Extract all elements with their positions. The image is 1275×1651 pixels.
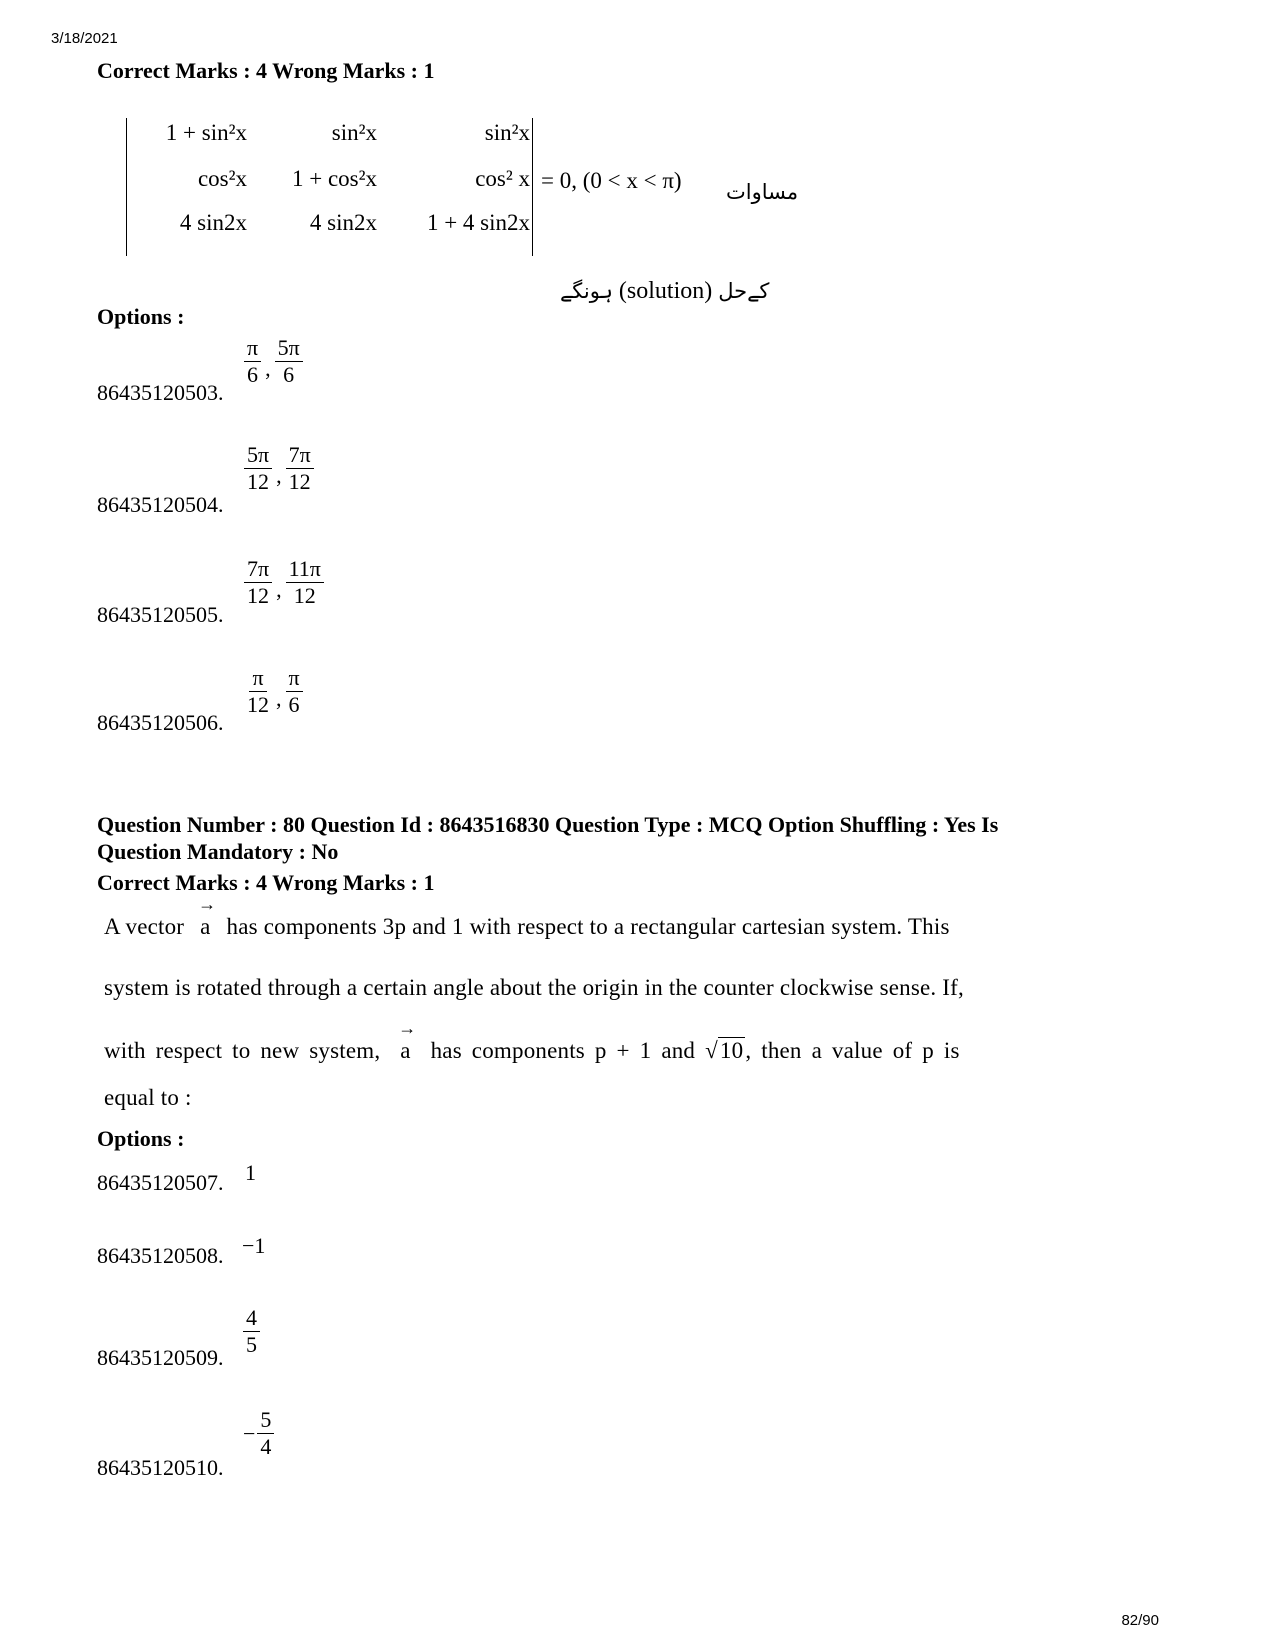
print-date: 3/18/2021	[51, 30, 118, 47]
text: A vector	[104, 914, 185, 939]
frac-den: 6	[283, 362, 295, 387]
matrix-cell: 4 sin2x	[179, 210, 247, 235]
option-value: 1	[245, 1160, 256, 1185]
frac-num: 5π	[275, 335, 303, 362]
minus-sign: −	[243, 1420, 256, 1446]
option-id: 86435120505.	[97, 602, 224, 627]
frac-den: 12	[247, 692, 269, 717]
urdu-solution-line	[560, 278, 769, 305]
q79-marks: Correct Marks : 4 Wrong Marks : 1	[97, 58, 435, 83]
q80-text-line1	[104, 894, 1174, 940]
text: has components p + 1 and	[430, 1038, 696, 1063]
option-id: 86435120504.	[97, 492, 224, 517]
option-value	[243, 1305, 260, 1358]
q80-header	[97, 811, 1177, 865]
option-id: 86435120507.	[97, 1170, 224, 1195]
frac-num: 7π	[286, 442, 314, 469]
text: has components 3p and 1 with respect to a rectangular cartesian system. This	[226, 914, 950, 939]
matrix-cell: cos²x	[197, 166, 247, 191]
matrix-cell: 1 + sin²x	[165, 120, 247, 145]
text: with respect to new system,	[104, 1038, 381, 1063]
matrix-cell: sin²x	[331, 120, 377, 145]
q79-options-label: Options :	[97, 304, 185, 329]
text: , then a value of p is	[745, 1038, 960, 1063]
q80-header-line2: Question Mandatory : No	[97, 839, 339, 864]
frac-num: 4	[243, 1305, 260, 1332]
radicand: 10	[719, 1038, 744, 1063]
frac-num: 11π	[286, 556, 324, 583]
option-value: −1	[242, 1233, 266, 1258]
option-value: $\frac{5\pi}{12}$ , $\frac{7\pi}{12}$	[242, 442, 316, 495]
frac-den: 12	[247, 583, 270, 608]
frac-num: 5	[257, 1407, 274, 1434]
urdu-text: کےحل	[718, 279, 770, 303]
option-id: 86435120509.	[97, 1345, 224, 1370]
frac-num: 7π	[244, 556, 272, 583]
option-id: 86435120503.	[97, 380, 224, 405]
vector-letter: a	[400, 1038, 411, 1063]
option-id: 86435120510.	[97, 1455, 224, 1480]
option-id: 86435120508.	[97, 1243, 224, 1268]
frac-den: 5	[246, 1332, 257, 1357]
matrix-cell: 1 + cos²x	[291, 166, 377, 191]
q80-header-line1: Question Number : 80 Question Id : 8643516830 Question Type : MCQ Option Shuffling : Yes Is	[97, 812, 999, 837]
frac-num: 5π	[244, 442, 272, 469]
q80-text-line2: system is rotated through a certain angle about the origin in the counter clockwise sense. If,	[104, 975, 964, 1000]
page-number: 82/90	[1121, 1612, 1159, 1629]
frac-num: π	[286, 665, 303, 692]
option-value: $\frac{\pi}{12}$ , $\frac{\pi}{6}$	[242, 665, 305, 718]
frac-den: 6	[247, 362, 259, 387]
vector-a: → a	[398, 1018, 417, 1063]
frac-num: π	[244, 335, 261, 362]
equation-condition: = 0, (0 < x < π)	[541, 168, 682, 193]
matrix-cell: 1 + 4 sin2x	[426, 210, 530, 235]
urdu-text: ہونگے	[560, 279, 613, 303]
frac-den: 12	[288, 469, 311, 494]
matrix-cell: sin²x	[484, 120, 530, 145]
urdu-equals-text: مساوات	[726, 180, 799, 204]
option-value: $\frac{\pi}{6}$ , $\frac{5\pi}{6}$	[242, 335, 305, 388]
frac-den: 12	[293, 583, 316, 608]
q80-options-label: Options :	[97, 1126, 185, 1151]
determinant	[126, 118, 533, 256]
frac-num: π	[249, 665, 266, 692]
option-id: 86435120506.	[97, 710, 224, 735]
q80-marks: Correct Marks : 4 Wrong Marks : 1	[97, 870, 435, 895]
option-value: $\frac{7\pi}{12}$ , $\frac{11\pi}{12}$	[242, 556, 326, 609]
solution-word: (solution)	[618, 278, 713, 304]
q80-text-line3	[104, 1018, 1174, 1064]
vector-letter: a	[200, 914, 211, 939]
sqrt-expression: √10	[705, 1038, 744, 1063]
matrix-cell: cos² x	[475, 166, 530, 191]
frac-den: 6	[288, 692, 300, 717]
q80-text-line4: equal to :	[104, 1085, 192, 1110]
matrix-cell: 4 sin2x	[309, 210, 377, 235]
option-value	[243, 1407, 276, 1460]
vector-a: → a	[198, 894, 217, 939]
frac-den: 4	[260, 1434, 272, 1459]
frac-den: 12	[247, 469, 270, 494]
